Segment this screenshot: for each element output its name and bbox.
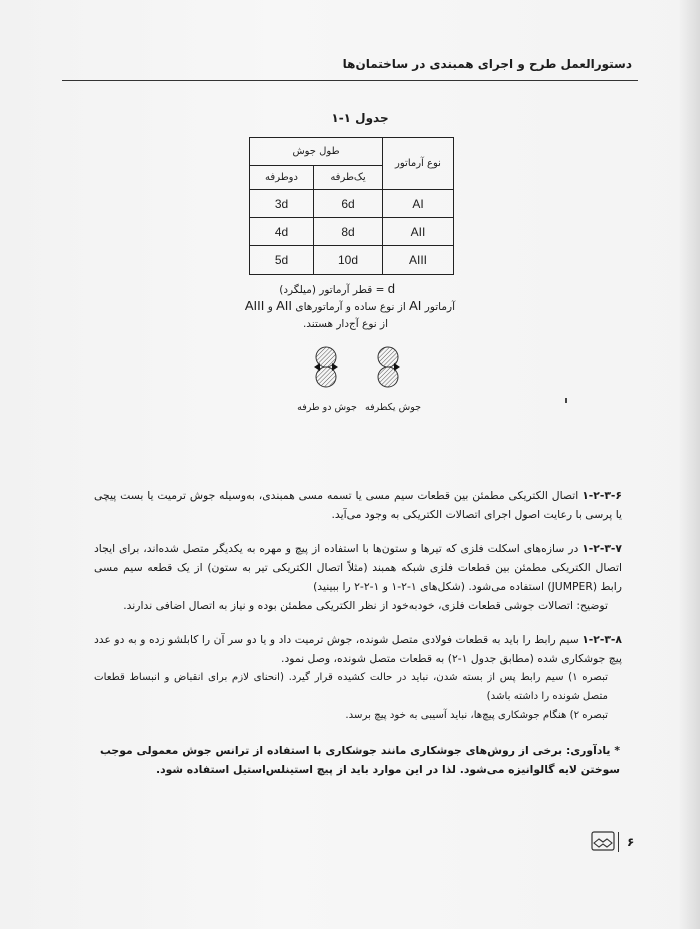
note-d-symbol: d bbox=[387, 281, 395, 296]
two-side-weld-drawing bbox=[314, 347, 338, 387]
reminder-note: * یادآوری: برخی از روش‌های جوشکاری مانند جوشکاری با استفاده از ترانس جوش معمولی موجب سوختن لایه گالوانیزه می‌شود. لذا در این موارد باید از پیچ استینلس‌استیل استفاده شود. bbox=[100, 744, 620, 776]
table-row bbox=[250, 246, 454, 275]
section-note-1: تبصره ۱) سیم رابط پس از بسته شدن، نباید در حالت کشیده قرار گیرد. (انحنای لازم برای انقباض و انبساط قطعات متصل شونده را داشته باشد) bbox=[94, 672, 608, 702]
section-1-2-3-8 bbox=[94, 630, 622, 725]
section-number: ۱-۲-۳-۷ bbox=[582, 542, 622, 555]
caption-two-side-weld: جوش دو طرفه bbox=[297, 402, 357, 413]
table-row bbox=[250, 218, 454, 246]
section-note-2: تبصره ۲) هنگام جوشکاری پیچ‌ها، نباید آسیبی به خود پیچ برسد. bbox=[345, 710, 608, 721]
cell-one-side: 10d bbox=[314, 246, 383, 275]
note-text-c: و bbox=[267, 301, 273, 313]
cell-one-side: 8d bbox=[314, 218, 383, 246]
note-ribbed: از نوع آج‌دار هستند. bbox=[302, 318, 388, 330]
running-header: دستورالعمل طرح و اجرای همبندی در ساختمان‌ها bbox=[342, 57, 632, 71]
stray-mark bbox=[565, 398, 567, 403]
note-aii: AII bbox=[276, 298, 293, 313]
page-number: ۶ bbox=[627, 835, 635, 849]
note-text-b: از نوع ساده و آرماتورهای bbox=[295, 301, 406, 313]
section-text: اتصال الکتریکی مطمئن بین قطعات سیم مسی یا تسمه مسی همبندی، به‌وسیله جوش ترمیت یا بست پیچی یا پرسی با رعایت اصول اجرای اتصالات الکتریکی به وجود می‌آید. bbox=[94, 489, 622, 521]
section-text: در سازه‌های اسکلت فلزی که تیرها و ستون‌ها با استفاده از پیچ و مهره به یکدیگر متصل شده‌اند، برای ایجاد اتصال الکتریکی مطمئن بین قطعات فلزی شبکه همبند (مثلاً اتصال الکتریکی تیر به ستون) از یک قطعه سیم مسی رابط (JUMPER) استفاده می‌شود. (شکل‌های ۱-۲-۱ و ۱-۲-۲ را ببینید) bbox=[94, 542, 622, 593]
one-side-weld-drawing bbox=[378, 347, 400, 387]
header-rebar-type: نوع آرماتور bbox=[383, 138, 454, 190]
section-number: ۱-۲-۳-۸ bbox=[582, 633, 622, 646]
table-row bbox=[250, 190, 454, 218]
cell-two-side: 4d bbox=[250, 218, 314, 246]
header-rule bbox=[62, 80, 638, 81]
cell-type: AII bbox=[383, 218, 454, 246]
section-1-2-3-7 bbox=[94, 539, 622, 615]
section-explanation: توضیح: اتصالات جوشی قطعات فلزی، خودبه‌خود از نظر الکتریکی مطمئن بوده و نیاز به اتصال اضافی ندارند. bbox=[123, 599, 608, 612]
header-weld-length: طول جوش bbox=[250, 138, 383, 166]
note-text-a: آرماتور bbox=[424, 301, 455, 313]
note-rebar-types bbox=[245, 298, 455, 313]
weld-length-table bbox=[249, 137, 454, 275]
caption-one-side-weld: جوش یکطرفه bbox=[365, 402, 421, 413]
cell-type: AI bbox=[383, 190, 454, 218]
binding-shadow bbox=[678, 0, 700, 929]
weld-figure bbox=[300, 343, 420, 393]
header-one-side: یک‌طرفه bbox=[314, 166, 383, 190]
table-caption: جدول ۱-۱ bbox=[331, 111, 389, 125]
note-ai: AI bbox=[409, 298, 422, 313]
note-aiii: AIII bbox=[244, 298, 265, 313]
cell-type: AIII bbox=[383, 246, 454, 275]
note-d-text: = قطر آرماتور (میلگرد) bbox=[279, 284, 385, 296]
cell-one-side: 6d bbox=[314, 190, 383, 218]
footer-divider bbox=[618, 832, 619, 852]
note-diameter bbox=[279, 281, 395, 296]
header-two-side: دوطرفه bbox=[250, 166, 314, 190]
cell-two-side: 3d bbox=[250, 190, 314, 218]
section-1-2-3-6 bbox=[94, 486, 622, 524]
handshake-logo-icon bbox=[591, 831, 615, 851]
cell-two-side: 5d bbox=[250, 246, 314, 275]
section-text: سیم رابط را باید به قطعات فولادی متصل شونده، جوش ترمیت داد و یا دو سر آن را کابلشو زده و به دو عدد پیچ جوشکاری شده (مطابق جدول ۱-۲) به قطعات متصل شونده، وصل نمود. bbox=[94, 633, 622, 665]
section-number: ۱-۲-۳-۶ bbox=[582, 489, 623, 502]
